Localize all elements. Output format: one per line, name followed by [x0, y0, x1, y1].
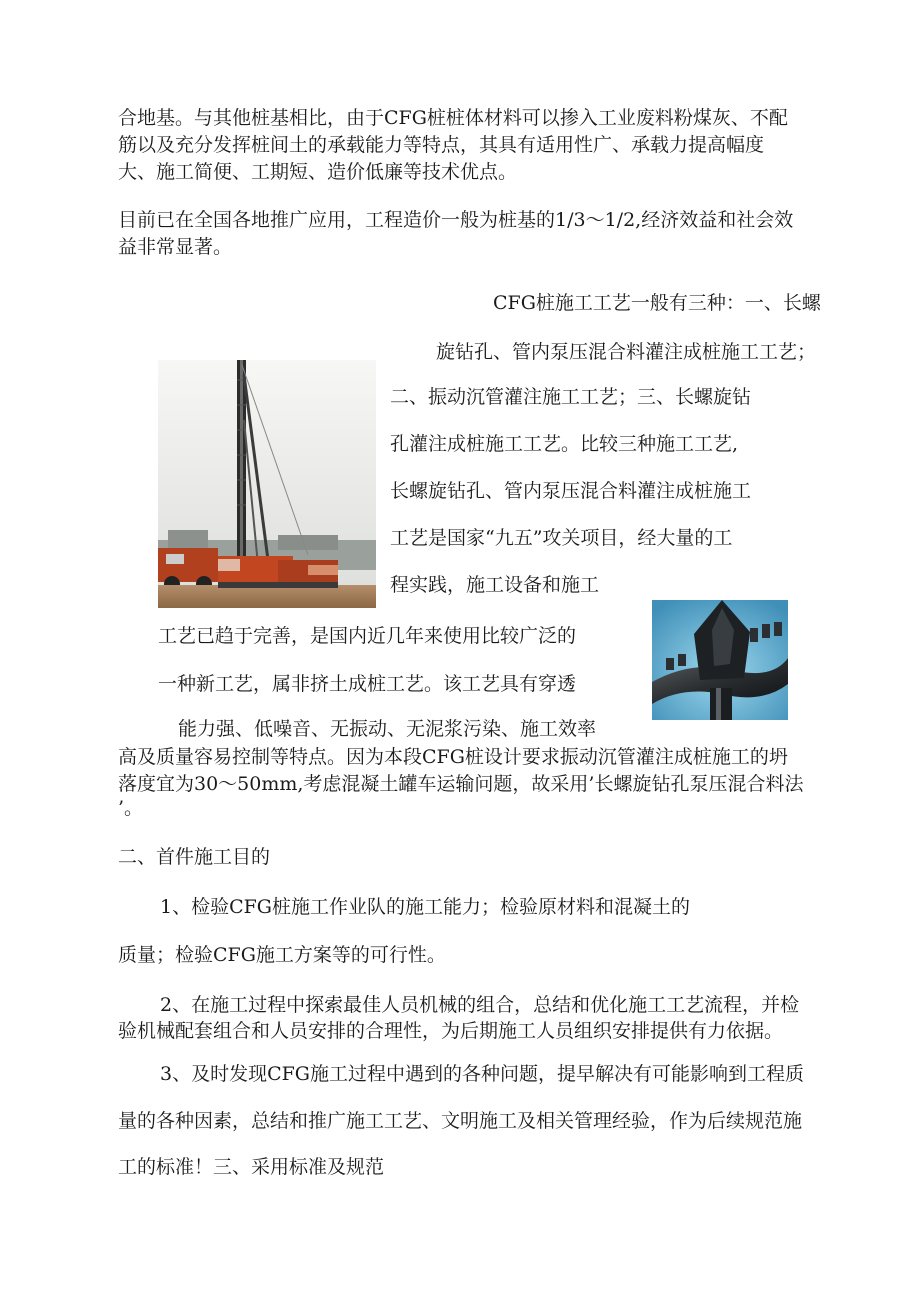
intro-p1-line-3: 大、施工简便、工期短、造价低廉等技术优点。	[118, 161, 518, 183]
process-line-9: 一种新工艺，属非挤土成桩工艺。该工艺具有穿透	[158, 673, 577, 695]
section2-item2-line-2: 验机械配套组合和人员安排的合理性，为后期施工人员组织安排提供有力依据。	[118, 1020, 784, 1042]
section2-item1-line-2: 质量；检验CFG施工方案等的可行性。	[118, 944, 446, 966]
process-line-4: 孔灌注成桩施工工艺。比较三种施工工艺,	[390, 433, 739, 455]
process-line-7: 程实践，施工设备和施工	[390, 574, 600, 596]
process-line-8: 工艺已趋于完善，是国内近几年来使用比较广泛的	[158, 625, 577, 647]
process-line-10: 能力强、低噪音、无振动、无泥浆污染、施工效率	[178, 718, 597, 740]
process-line-2: 旋钻孔、管内泵压混合料灌注成桩施工工艺；	[436, 341, 817, 363]
section2-item1-line-1: 1、检验CFG桩施工作业队的施工能力；检验原材料和混凝土的	[160, 896, 690, 918]
intro-p2-line-1: 目前已在全国各地推广应用，工程造价一般为桩基的1/3～1/2,经济效益和社会效	[118, 209, 794, 231]
section2-item3-line-1: 3、及时发现CFG施工过程中遇到的各种问题，提早解决有可能影响到工程质	[160, 1063, 804, 1085]
process-line-3: 二、振动沉管灌注施工工艺；三、长螺旋钻	[390, 386, 752, 408]
section2-item2-line-1: 2、在施工过程中探索最佳人员机械的组合，总结和优化施工工艺流程，并检	[160, 994, 800, 1016]
process-line-11: 高及质量容易控制等特点。因为本段CFG桩设计要求振动沉管灌注成桩施工的坍	[118, 746, 788, 768]
section2-item3-line-3: 工的标准！三、采用标准及规范	[118, 1156, 385, 1178]
section2-item3-line-2: 量的各种因素，总结和推广施工工艺、文明施工及相关管理经验，作为后续规范施	[118, 1110, 803, 1132]
auger-drill-bit-photo	[652, 600, 788, 720]
section2-heading: 二、首件施工目的	[118, 846, 271, 868]
process-line-5: 长螺旋钻孔、管内泵压混合料灌注成桩施工	[390, 480, 752, 502]
process-line-1: CFG桩施工工艺一般有三种：一、长螺	[493, 292, 821, 314]
process-line-6: 工艺是国家“九五”攻关项目，经大量的工	[390, 527, 733, 549]
process-line-12: 落度宜为30～50mm,考虑混凝土罐车运输问题，故采用’长螺旋钻孔泵压混合料法	[118, 773, 804, 795]
process-line-13: ’。	[118, 797, 144, 819]
intro-p1-line-2: 筋以及充分发挥桩间土的承载能力等特点，其具有适用性广、承载力提高幅度	[118, 134, 765, 156]
intro-p2-line-2: 益非常显著。	[118, 236, 233, 258]
pile-drilling-rig-photo	[158, 360, 376, 608]
intro-p1-line-1: 合地基。与其他桩基相比，由于CFG桩桩体材料可以掺入工业废料粉煤灰、不配	[118, 107, 788, 129]
